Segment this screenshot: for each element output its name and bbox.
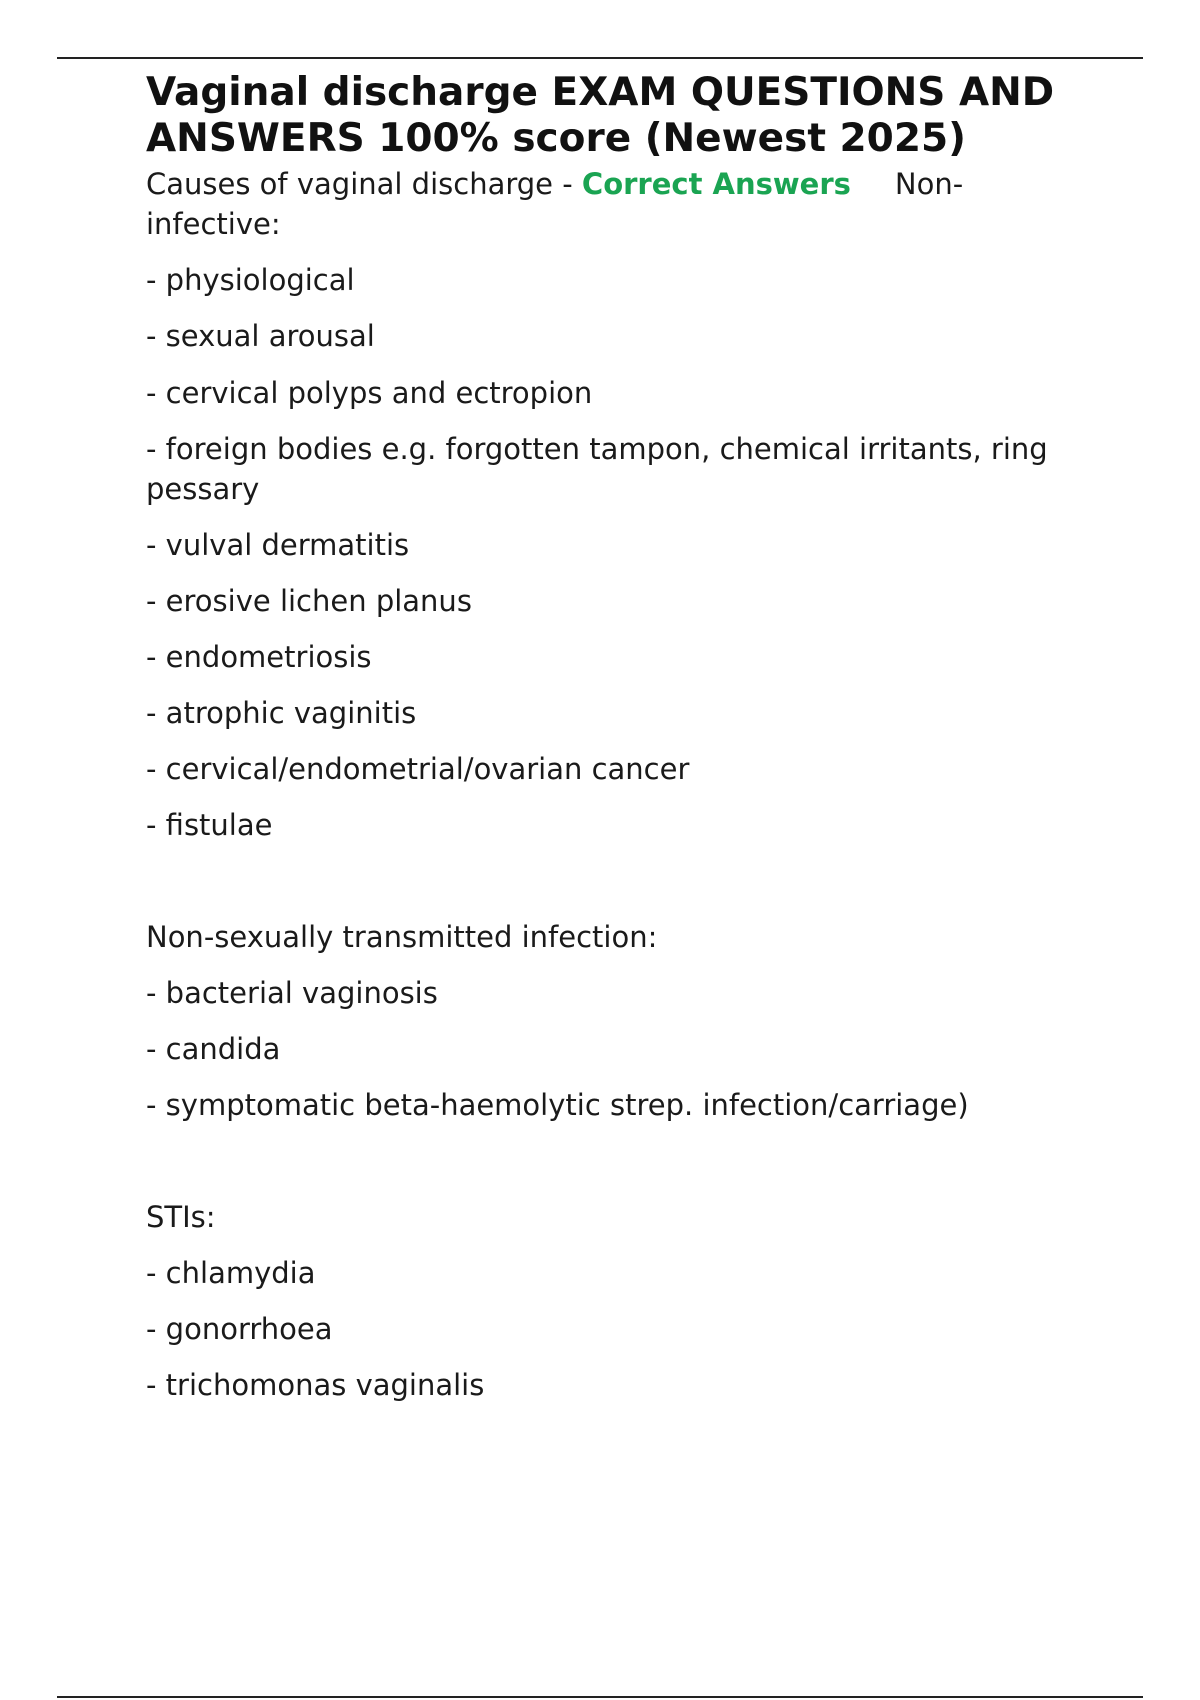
sti-heading: STIs: [146, 1200, 216, 1234]
list-item: - trichomonas vaginalis [146, 1368, 485, 1402]
document-body [146, 70, 1096, 1405]
top-rule [57, 57, 1143, 59]
list-item: - fistulae [146, 808, 273, 842]
bottom-rule [57, 1696, 1143, 1698]
document-title: Vaginal discharge EXAM QUESTIONS AND ANSWERS 100% score (Newest 2025) [146, 70, 1055, 161]
list-item: - symptomatic beta-haemolytic strep. infection/carriage) [146, 1088, 969, 1122]
answer-intro: Non-infective: [146, 167, 964, 241]
non-sti-heading: Non-sexually transmitted infection: [146, 920, 658, 954]
sti-section [146, 1197, 1096, 1405]
question-text: Causes of vaginal discharge - [146, 167, 582, 201]
correct-answers-label: Correct Answers [581, 167, 851, 201]
non-sti-section [146, 917, 1096, 1125]
list-item: - candida [146, 1032, 281, 1066]
list-item: - bacterial vaginosis [146, 976, 438, 1010]
list-item: - cervical polyps and ectropion [146, 376, 593, 410]
list-item: - physiological [146, 263, 355, 297]
list-item: - erosive lichen planus [146, 584, 472, 618]
list-item: - atrophic vaginitis [146, 696, 417, 730]
list-item: - foreign bodies e.g. forgotten tampon, chemical irritants, ring pessary [146, 432, 1048, 506]
list-item: - gonorrhoea [146, 1312, 333, 1346]
list-item: - sexual arousal [146, 319, 375, 353]
list-item: - cervical/endometrial/ovarian cancer [146, 752, 690, 786]
list-item: - endometriosis [146, 640, 372, 674]
question-line [146, 164, 1096, 244]
non-infective-list [146, 260, 1096, 845]
list-item: - vulval dermatitis [146, 528, 410, 562]
list-item: - chlamydia [146, 1256, 316, 1290]
